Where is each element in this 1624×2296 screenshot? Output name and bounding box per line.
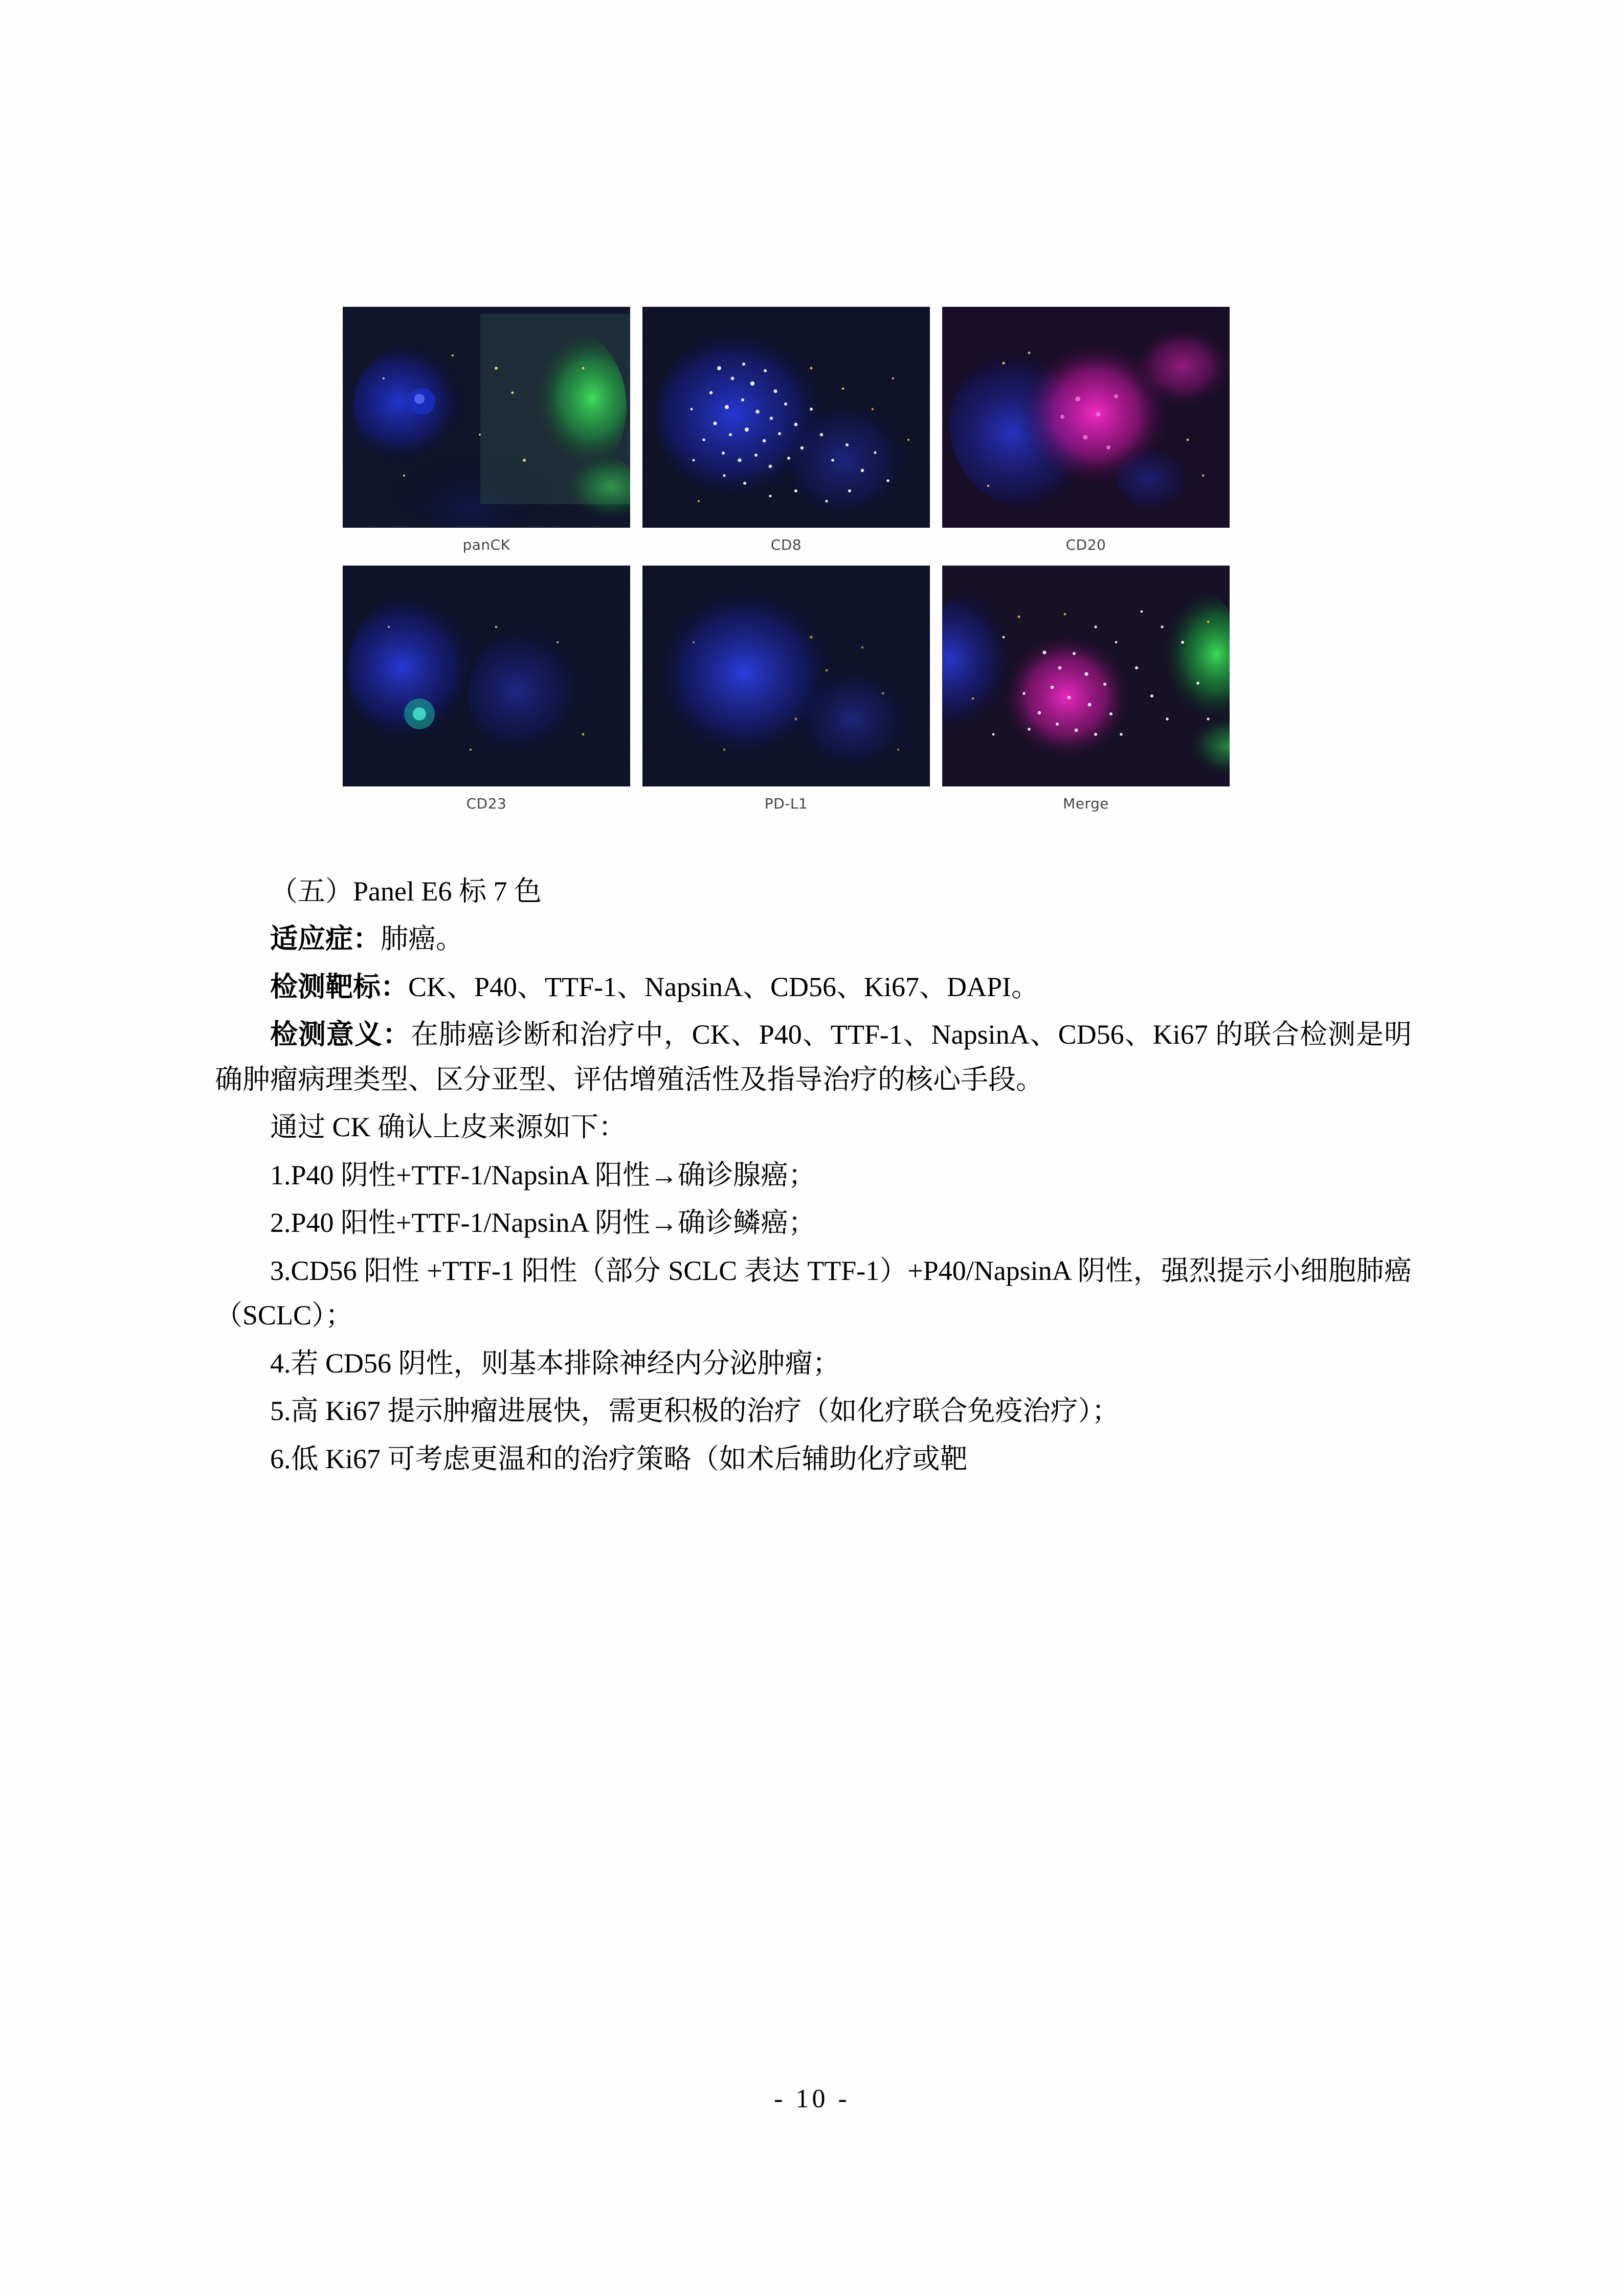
figure-caption: PD-L1 [764, 795, 808, 812]
label-targets: 检测靶标： [270, 971, 408, 1002]
merge-image [942, 566, 1230, 786]
list-item-1: 1.P40 阴性+TTF-1/NapsinA 阳性→确诊腺癌； [270, 1159, 816, 1190]
panck-image [343, 307, 630, 528]
cd20-image [942, 307, 1230, 528]
paragraph-targets [215, 965, 1412, 1009]
paragraph-ck-note: 通过 CK 确认上皮来源如下： [270, 1112, 627, 1143]
cd8-image [642, 307, 930, 528]
list-item-2: 2.P40 阳性+TTF-1/NapsinA 阴性→确诊鳞癌； [270, 1207, 816, 1239]
text-indication: 肺癌。 [381, 924, 463, 955]
article-body [215, 869, 1412, 1484]
figure-row-1 [343, 307, 1233, 566]
cd23-image [343, 566, 630, 786]
figure-cell-panck [343, 307, 630, 566]
figure-cell-pdl1 [642, 566, 930, 824]
micrograph-cd23 [343, 566, 630, 786]
text-targets: CK、P40、TTF-1、NapsinA、CD56、Ki67、DAPI。 [408, 971, 1039, 1002]
figure-cell-merge [942, 566, 1230, 824]
micrograph-panck [343, 307, 630, 528]
paragraph-significance [215, 1012, 1412, 1102]
figure-caption: Merge [1063, 795, 1109, 812]
micrograph-cd8 [642, 307, 930, 528]
micrograph-merge [942, 566, 1230, 786]
micrograph-cd20 [942, 307, 1230, 528]
figure-row-2 [343, 566, 1233, 824]
figure-cell-cd23 [343, 566, 630, 824]
figure-caption: panCK [462, 536, 510, 553]
pdl1-image [642, 566, 930, 786]
figure-cell-cd8 [642, 307, 930, 566]
figure-caption: CD23 [466, 795, 507, 812]
list-item-6: 6.低 Ki67 可考虑更温和的治疗策略（如术后辅助化疗或靶 [270, 1443, 968, 1474]
micrograph-pdl1 [642, 566, 930, 786]
list-item-4: 4.若 CD56 阴性，则基本排除神经内分泌肿瘤； [270, 1347, 840, 1379]
list-item-3: 3.CD56 阳性 +TTF-1 阳性（部分 SCLC 表达 TTF-1）+P40/NapsinA 阴性，强烈提示小细胞肺癌（SCLC）； [215, 1255, 1412, 1331]
figure-cell-cd20 [942, 307, 1230, 566]
label-significance: 检测意义： [270, 1019, 411, 1050]
figure-multiplex-if [343, 307, 1233, 824]
paragraph-indication [215, 917, 1412, 961]
list-item-5: 5.高 Ki67 提示肿瘤进展快，需更积极的治疗（如化疗联合免疫治疗）； [270, 1395, 1120, 1427]
text-significance: 在肺癌诊断和治疗中，CK、P40、TTF-1、NapsinA、CD56、Ki67 的联合检测是明确肿瘤病理类型、区分亚型、评估增殖活性及指导治疗的核心手段。 [215, 1019, 1412, 1095]
section-heading: （五）Panel E6 标 7 色 [270, 876, 542, 907]
label-indication: 适应症： [270, 924, 381, 955]
page-number: - 10 - [774, 2084, 850, 2113]
figure-caption: CD8 [770, 536, 802, 553]
figure-caption: CD20 [1065, 536, 1106, 553]
